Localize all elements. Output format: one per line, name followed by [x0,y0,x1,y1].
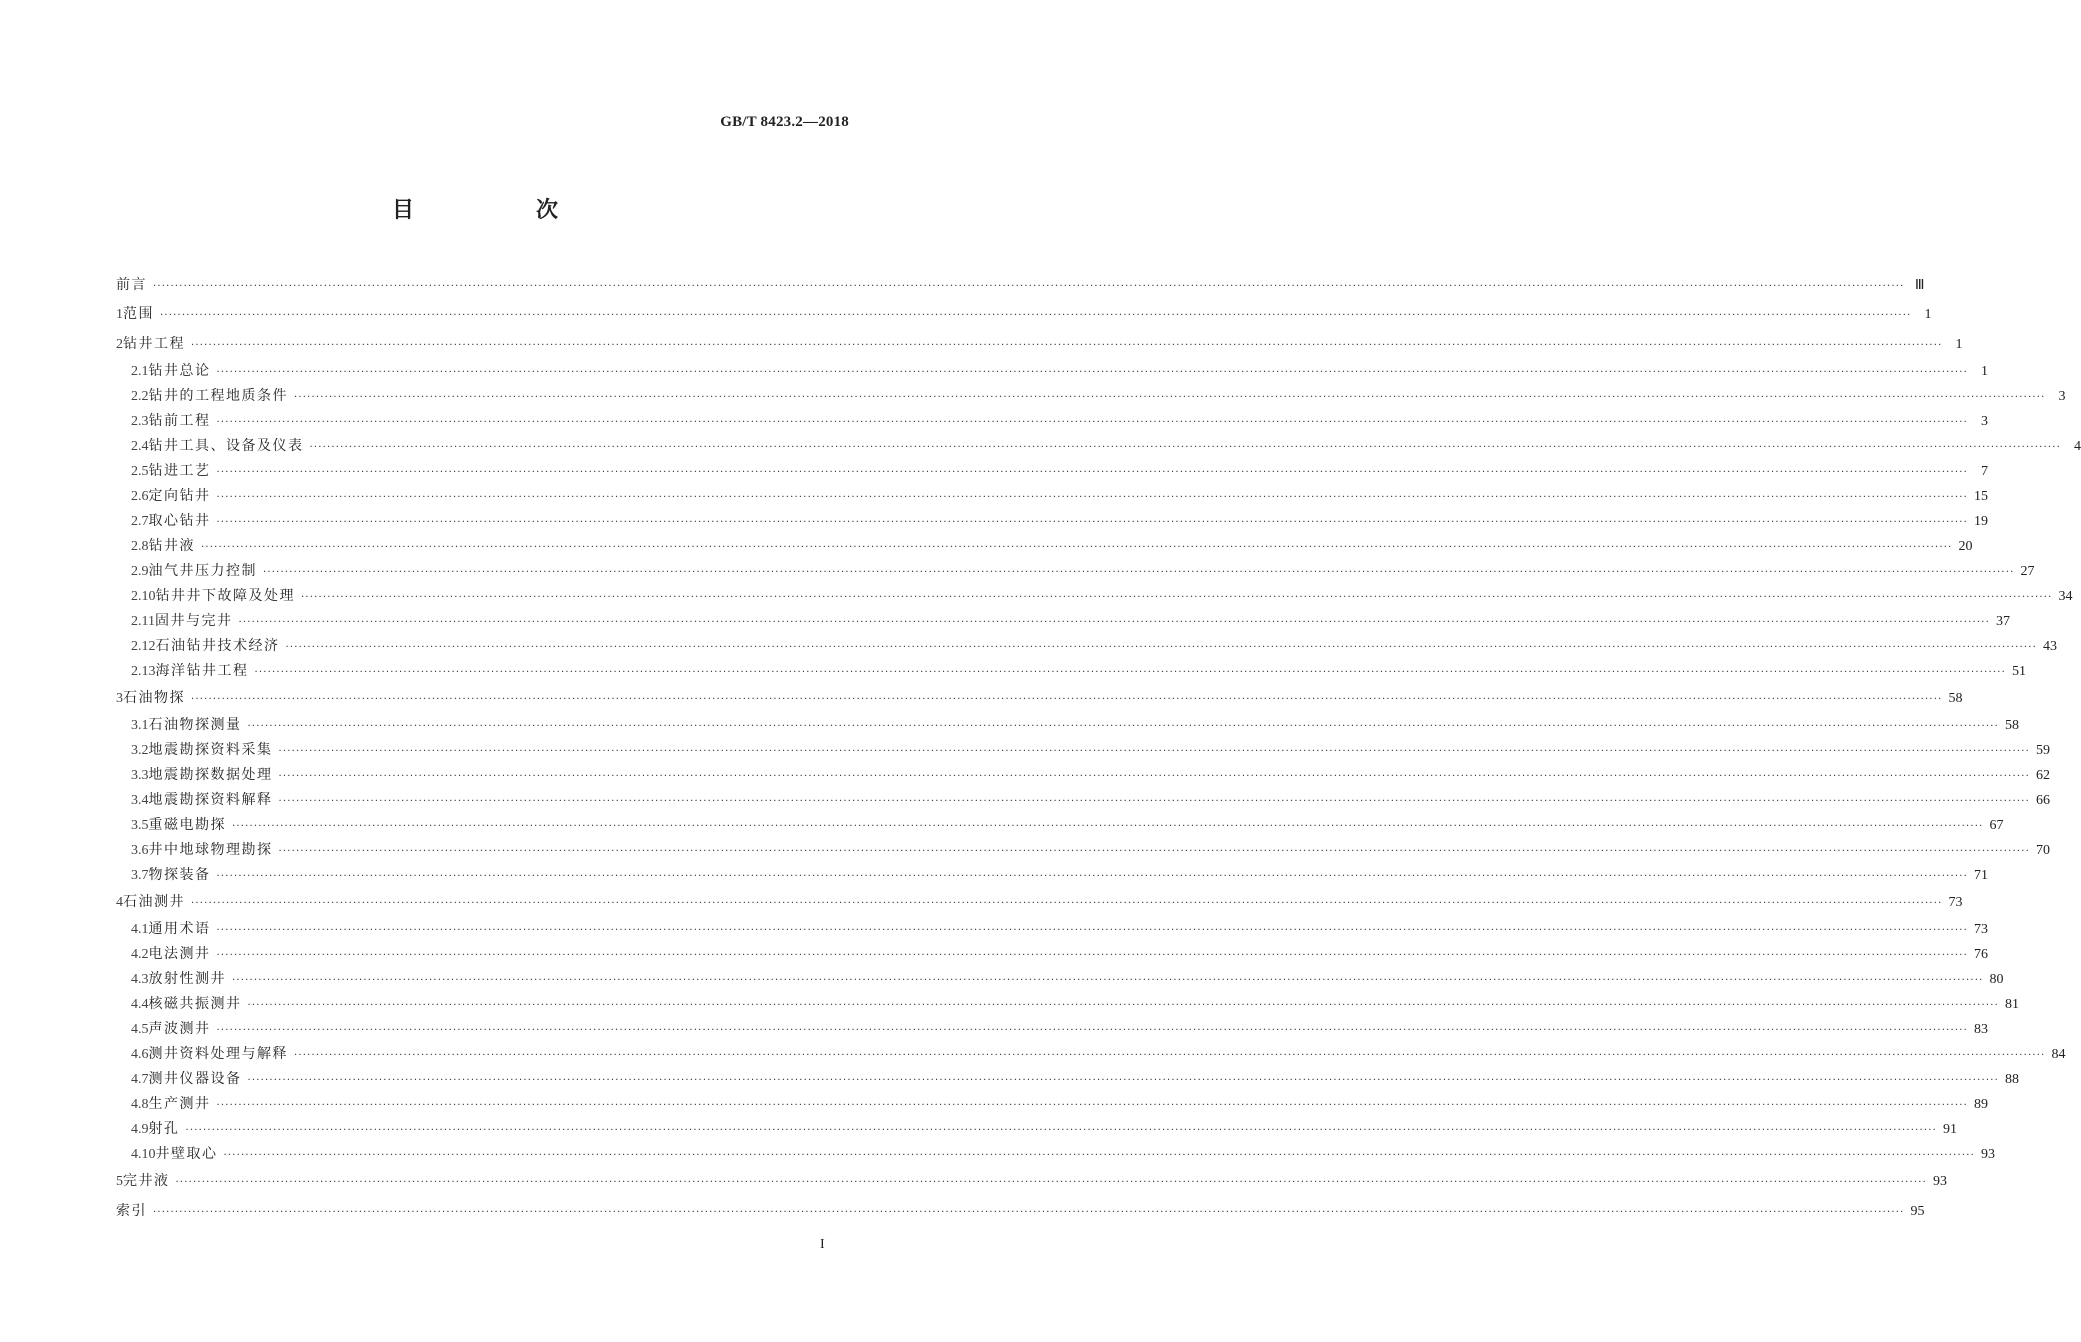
toc-leader-dots: ················································································································································································································································································································································································································ [191,339,1943,351]
toc-entry[interactable] [116,271,1925,300]
toc-entry[interactable] [116,409,1988,434]
toc-entry-title: 钻前工程 [148,412,211,429]
toc-entry-title: 物探装备 [148,867,211,884]
toc-entry[interactable] [116,330,1963,359]
toc-leader-dots: ················································································································································································································································································································································································································ [309,441,2061,453]
toc-entry[interactable] [116,384,2066,409]
toc-entry-number: 3.5 [131,818,149,834]
toc-entry[interactable] [116,534,1973,559]
toc-entry[interactable] [116,459,1988,484]
toc-entry-title: 钻井工程 [123,335,185,352]
toc-entry-page: 73 [1948,895,1963,911]
toc-entry-page: 7 [1980,463,1988,479]
toc-entry-number: 3 [116,690,123,706]
toc-entry-number: 3.4 [131,793,149,809]
toc-entry-page: 4 [2073,438,2081,454]
toc-leader-dots: ················································································································································································································································································································································································································ [216,871,1968,883]
toc-entry[interactable] [116,838,2050,863]
toc-entry[interactable] [116,917,1988,942]
toc-entry[interactable] [116,1197,1925,1226]
toc-entry-title: 钻井的工程地质条件 [148,387,288,404]
toc-entry-page: 20 [1958,538,1973,554]
toc-entry-page: 70 [2035,843,2050,859]
toc-entry-page: 93 [1932,1174,1947,1190]
toc-entry-title: 测井资料处理与解释 [148,1046,288,1063]
toc-leader-dots: ················································································································································································································································································································································································································ [263,566,2015,578]
toc-entry-title: 钻井液 [148,537,195,554]
toc-leader-dots: ················································································································································································································································································································································································································ [285,641,2037,653]
toc-entry[interactable] [116,763,2050,788]
toc-entry-page: 37 [1995,613,2010,629]
toc-leader-dots: ················································································································································································································································································································································································································ [160,310,1912,322]
toc-entry[interactable] [116,1167,1947,1196]
toc-entry-page: 83 [1973,1022,1988,1038]
toc-leader-dots: ················································································································································································································································································································································································································ [232,975,1984,987]
toc-entry[interactable] [116,967,2004,992]
toc-leader-dots: ················································································································································································································································································································································································································ [216,950,1968,962]
toc-entry-page: 95 [1910,1203,1925,1219]
toc-leader-dots: ················································································································································································································································································································································································································ [232,821,1984,833]
toc-leader-dots: ················································································································································································································································································································································································································ [216,516,1968,528]
toc-entry-title: 核磁共振测井 [148,996,242,1013]
toc-entry-page: 89 [1973,1097,1988,1113]
toc-entry-title: 地震勘探资料解释 [148,792,273,809]
toc-leader-dots: ················································································································································································································································································································································································································ [278,846,2030,858]
toc-entry-title: 地震勘探资料采集 [148,742,273,759]
toc-entry-title: 井壁取心 [155,1146,218,1163]
toc-leader-dots: ················································································································································································································································································································································································································ [254,666,2006,678]
toc-entry-number: 4 [116,895,123,911]
toc-entry-title: 钻井工具、设备及仪表 [148,437,304,454]
toc-entry[interactable] [116,1017,1988,1042]
toc-entry-page: 3 [2058,388,2066,404]
toc-leader-dots: ················································································································································································································································································································································································································ [153,281,1905,292]
toc-entry[interactable] [116,359,1988,384]
toc-entry-number: 2.1 [131,363,149,379]
toc-entry-number: 2.9 [131,563,149,579]
toc-entry-title: 前言 [116,277,147,293]
toc-entry-page: 58 [1948,690,1963,706]
toc-leader-dots: ················································································································································································································································································································································································································ [201,541,1953,553]
toc-entry-page: 15 [1973,488,1988,504]
toc-entry-page: 43 [2042,638,2057,654]
toc-entry-title: 石油物探 [123,689,185,706]
toc-entry[interactable] [116,1067,2019,1092]
toc-entry-title: 射孔 [148,1121,180,1138]
toc-entry[interactable] [116,942,1988,967]
toc-entry-number: 3.2 [131,743,149,759]
toc-entry-page: 84 [2051,1047,2066,1063]
toc-entry[interactable] [116,509,1988,534]
toc-entry-number: 3.7 [131,868,149,884]
toc-entry-title: 地震勘探数据处理 [148,767,273,784]
toc-entry-number: 4.3 [131,972,149,988]
toc-entry[interactable] [116,584,2073,609]
toc-entry-title: 取心钻井 [148,512,211,529]
toc-entry-number: 2.3 [131,413,149,429]
toc-entry-number: 2.7 [131,513,149,529]
toc-entry-number: 2.10 [131,588,156,604]
toc-entry-title: 井中地球物理勘探 [148,842,273,859]
toc-entry[interactable] [116,713,2019,738]
toc-entry-number: 4.2 [131,947,149,963]
toc-entry-title: 石油测井 [123,894,185,911]
toc-entry-number: 4.9 [131,1122,149,1138]
toc-entry[interactable] [116,888,1963,917]
toc-entry-number: 4.7 [131,1072,149,1088]
toc-leader-dots: ················································································································································································································································································································································································································ [294,391,2046,403]
toc-leader-dots: ················································································································································································································································································································································································································ [238,616,1990,628]
toc-entry-title: 油气井压力控制 [148,562,257,579]
toc-entry-number: 1 [116,307,123,323]
toc-entry-title: 钻井井下故障及处理 [155,587,295,604]
toc-entry-page: 1 [1924,307,1932,323]
toc-entry-page: 3 [1980,413,1988,429]
toc-entry-page: 19 [1973,513,1988,529]
toc-entry[interactable] [116,813,2004,838]
toc-entry-number: 4.8 [131,1097,149,1113]
toc-entry-page: 73 [1973,922,1988,938]
toc-entry-page: 76 [1973,947,1988,963]
toc-entry[interactable] [116,992,2019,1017]
toc-entry-number: 2.8 [131,538,149,554]
toc-leader-dots: ················································································································································································································································································································································································································ [278,746,2030,758]
toc-leader-dots: ················································································································································································································································································································································································································ [301,591,2053,603]
toc-entry-number: 2.5 [131,463,149,479]
toc-entry[interactable] [116,1117,1957,1142]
toc-entry[interactable] [116,788,2050,813]
toc-entry-title: 放射性测井 [148,971,226,988]
toc-entry-title: 重磁电勘探 [148,817,226,834]
toc-leader-dots: ················································································································································································································································································································································································································ [216,416,1968,428]
toc-entry-title: 固井与完井 [154,612,233,629]
toc-entry-page: 1 [1980,363,1988,379]
toc-entry-page: 80 [1989,972,2004,988]
toc-leader-dots: ················································································································································································································································································································································································································ [185,1125,1937,1137]
toc-leader-dots: ················································································································································································································································································································································································································ [294,1050,2046,1062]
toc-leader-dots: ················································································································································································································································································································································································································ [153,1206,1905,1218]
toc-entry-number: 2 [116,336,123,352]
toc-entry[interactable] [116,484,1988,509]
toc-entry[interactable] [116,634,2057,659]
toc-entry-number: 4.10 [131,1147,156,1163]
toc-leader-dots: ················································································································································································································································································································································································································ [216,466,1968,478]
toc-entry-title: 范围 [123,306,154,323]
toc-entry-number: 2.2 [131,388,149,404]
toc-leader-dots: ················································································································································································································································································································································································································ [223,1150,1975,1162]
toc-entry-page: 51 [2011,663,2026,679]
toc-entry-number: 4.5 [131,1022,149,1038]
toc-leader-dots: ················································································································································································································································································································································································································ [247,721,1999,733]
toc-entry-title: 索引 [116,1202,147,1219]
toc-entry-title: 钻进工艺 [148,462,211,479]
toc-leader-dots: ················································································································································································································································································································································································································ [216,925,1968,937]
toc-entry-title: 海洋钻井工程 [155,662,249,679]
toc-leader-dots: ················································································································································································································································································································································································································ [191,693,1943,705]
toc-entry-page: 27 [2020,563,2035,579]
toc-entry-page: 58 [2004,718,2019,734]
toc-entry-page: 62 [2035,768,2050,784]
toc-leader-dots: ················································································································································································································································································································································································································ [216,366,1968,378]
toc-entry[interactable] [116,1092,1988,1117]
toc-leader-dots: ················································································································································································································································································································································································································ [216,1025,1968,1037]
toc-entry[interactable] [116,434,2081,459]
toc-entry-title: 钻井总论 [148,362,211,379]
toc-entry-page: 67 [1989,818,2004,834]
toc-entry-number: 2.11 [131,613,155,629]
toc-leader-dots: ················································································································································································································································································································································································································ [278,771,2030,783]
toc-entry-number: 4.4 [131,997,149,1013]
toc-entry-number: 2.4 [131,438,149,454]
toc-entry-number: 2.12 [131,638,156,654]
toc-entry[interactable] [116,659,2026,684]
toc-leader-dots: ················································································································································································································································································································································································································ [175,1177,1927,1189]
toc-title: 目 次 [391,198,608,223]
toc-leader-dots: ················································································································································································································································································································································································································ [247,1075,1999,1087]
toc-entry-title: 石油物探测量 [148,717,242,734]
toc-entry-number: 4.1 [131,922,149,938]
toc-entry-title: 石油钻井技术经济 [155,637,280,654]
toc-entry-page: 71 [1973,868,1988,884]
toc-entry-title: 电法测井 [148,946,211,963]
toc-entry[interactable] [116,684,1963,713]
toc-entry-title: 完井液 [123,1173,170,1190]
toc-leader-dots: ················································································································································································································································································································································································································ [278,796,2030,808]
toc-entry-number: 4.6 [131,1047,149,1063]
toc-entry[interactable] [116,559,2035,584]
toc-leader-dots: ················································································································································································································································································································································································································ [247,1000,1999,1012]
toc-entry-title: 声波测井 [148,1021,211,1038]
toc-entry-title: 测井仪器设备 [148,1071,242,1088]
toc-entry-page: 1 [1955,336,1963,352]
toc-entry-number: 2.13 [131,663,156,679]
toc-entry-page: 81 [2004,997,2019,1013]
toc-entry[interactable] [116,1142,1995,1167]
toc-entry[interactable] [116,738,2050,763]
toc-entry-title: 生产测井 [148,1096,211,1113]
toc-entry-number: 3.3 [131,768,149,784]
standard-code: GB/T 8423.2—2018 [720,114,849,130]
toc-entry[interactable] [116,609,2010,634]
toc-entry-title: 定向钻井 [148,487,211,504]
toc-entry-number: 3.6 [131,843,149,859]
toc-leader-dots: ················································································································································································································································································································································································································ [216,491,1968,503]
toc-entry-page: Ⅲ [1914,278,1925,293]
toc-entry-page: 66 [2035,793,2050,809]
toc-entry[interactable] [116,863,1988,888]
toc-entry-page: 88 [2004,1072,2019,1088]
toc-entry[interactable] [116,1042,2066,1067]
toc-leader-dots: ················································································································································································································································································································································································································ [216,1100,1968,1112]
toc-leader-dots: ················································································································································································································································································································································································································ [191,898,1943,910]
toc-entry-page: 91 [1942,1122,1957,1138]
toc-entry-number: 2.6 [131,488,149,504]
table-of-contents [116,271,2081,1226]
page-number: I [820,1237,825,1252]
toc-entry-page: 59 [2035,743,2050,759]
toc-entry-page: 34 [2058,588,2073,604]
toc-entry[interactable] [116,300,1932,329]
toc-entry-number: 3.1 [131,718,149,734]
toc-entry-number: 5 [116,1174,123,1190]
toc-entry-page: 93 [1980,1147,1995,1163]
toc-entry-title: 通用术语 [148,921,211,938]
